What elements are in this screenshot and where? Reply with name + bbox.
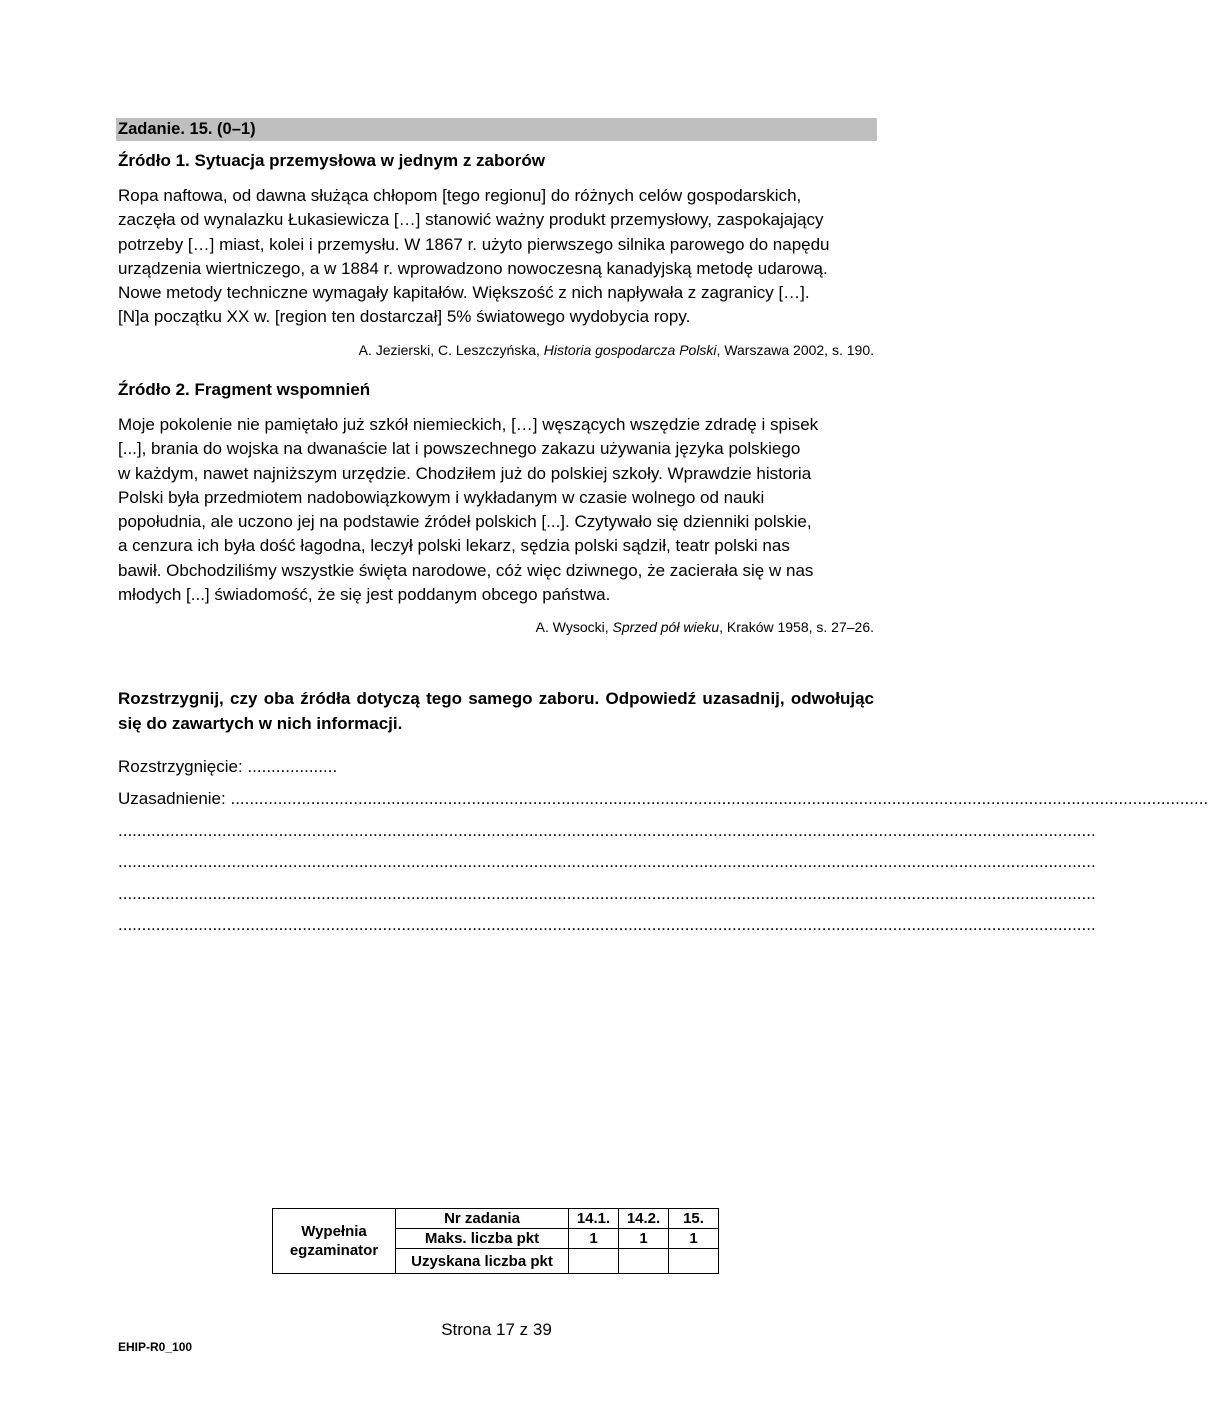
task-number-cell: 14.2.: [619, 1209, 669, 1229]
source2-line: młodych [...] świadomość, że się jest poddanym obcego państwa.: [118, 585, 611, 605]
row-label-max-points: Maks. liczba pkt: [396, 1229, 569, 1249]
source2-line: popołudnia, ale uczono jej na podstawie źródeł polskich [...]. Czytywało się dzienniki polskie,: [118, 512, 812, 532]
question-text: Rozstrzygnij, czy oba źródła dotyczą tego samego zaboru. Odpowiedź uzasadnij, odwołując się do zawartych w nich informacji.: [118, 689, 874, 733]
obtained-points-cell[interactable]: [569, 1249, 619, 1274]
source1-text: [118, 184, 874, 330]
answer-dots: ...............................................................................................................................................................................................................: [230, 789, 1208, 808]
max-points-cell: 1: [569, 1229, 619, 1249]
citation-work: Sprzed pół wieku: [612, 619, 720, 635]
source1-line: Nowe metody techniczne wymagały kapitałów. Większość z nich napływała z zagranicy […].: [118, 283, 810, 303]
source1-line: zaczęła od wynalazku Łukasiewicza […] stanowić ważny produkt przemysłowy, zaspokajający: [118, 210, 824, 230]
answer-line[interactable]: ...............................................................................................................................................................................................................: [118, 884, 1096, 903]
filler-label-line: Wypełnia: [301, 1223, 367, 1240]
source2-line: Moje pokolenie nie pamiętało już szkół niemieckich, […] węszących wszędzie zdradę i spisek: [118, 415, 819, 434]
task-header: Zadanie. 15. (0–1): [116, 118, 877, 141]
obtained-points-cell[interactable]: [669, 1249, 719, 1274]
task-number-cell: 15.: [669, 1209, 719, 1229]
source2-text: [118, 413, 874, 607]
source1-line: [N]a początku XX w. [region ten dostarczał] 5% światowego wydobycia ropy.: [118, 307, 691, 327]
page-number: Strona 17 z 39: [441, 1320, 552, 1339]
answer-line[interactable]: ...............................................................................................................................................................................................................: [118, 915, 1096, 934]
max-points-cell: 1: [619, 1229, 669, 1249]
source2-title: Źródło 2. Fragment wspomnień: [118, 380, 371, 399]
citation-rest: , Kraków 1958, s. 27–26.: [719, 619, 874, 635]
answer-line[interactable]: ...............................................................................................................................................................................................................: [118, 821, 1096, 840]
source1-line: Ropa naftowa, od dawna służąca chłopom [tego regionu] do różnych celów gospodarskich,: [118, 186, 802, 205]
task-number-cell: 14.1.: [569, 1209, 619, 1229]
citation-author: A. Wysocki,: [535, 619, 613, 635]
source2-line: Polski była przedmiotem nadobowiązkowym i wykładanym w czasie wolnego od nauki: [118, 487, 765, 507]
max-points-cell: 1: [669, 1229, 719, 1249]
justification-field[interactable]: [118, 789, 1208, 809]
source2-line: a cenzura ich była dość łagodna, leczył polski lekarz, sędzia polski sądził, teatr polski nas: [118, 536, 790, 556]
answer-line[interactable]: ...............................................................................................................................................................................................................: [118, 852, 1096, 871]
citation-author: A. Jezierski, C. Leszczyńska,: [358, 342, 544, 358]
source1-citation: [359, 342, 874, 358]
grade-table: [272, 1208, 719, 1274]
exam-code: EHIP-R0_100: [118, 1340, 193, 1354]
source1-line: urządzenia wiertniczego, a w 1884 r. wprowadzono nowoczesną kanadyjską metodę udarową.: [118, 258, 828, 278]
source1-line: potrzeby […] miast, kolei i przemysłu. W 1867 r. użyto pierwszego silnika parowego do napędu: [118, 234, 830, 254]
decision-field[interactable]: Rozstrzygnięcie: ...................: [118, 757, 338, 776]
source2-line: [...], brania do wojska na dwanaście lat i powszechnego zakazu używania języka polskiego: [118, 439, 801, 459]
source1-title: Źródło 1. Sytuacja przemysłowa w jednym z zaborów: [118, 151, 545, 170]
citation-rest: , Warszawa 2002, s. 190.: [716, 342, 874, 358]
filler-label-line: egzaminator: [289, 1242, 379, 1259]
citation-work: Historia gospodarcza Polski: [543, 342, 717, 358]
row-label-obtained-points: Uzyskana liczba pkt: [396, 1249, 569, 1274]
row-label-task-number: Nr zadania: [396, 1209, 569, 1229]
source2-line: w każdym, nawet najniższym urzędzie. Chodziłem już do polskiej szkoły. Wprawdzie historia: [118, 463, 812, 483]
justification-label: Uzasadnienie:: [118, 789, 231, 808]
source2-line: bawił. Obchodziliśmy wszystkie święta narodowe, cóż więc dziwnego, że zacierała się w nas: [118, 560, 814, 580]
obtained-points-cell[interactable]: [619, 1249, 669, 1274]
source2-citation: [536, 619, 874, 635]
filler-label: [273, 1209, 396, 1274]
